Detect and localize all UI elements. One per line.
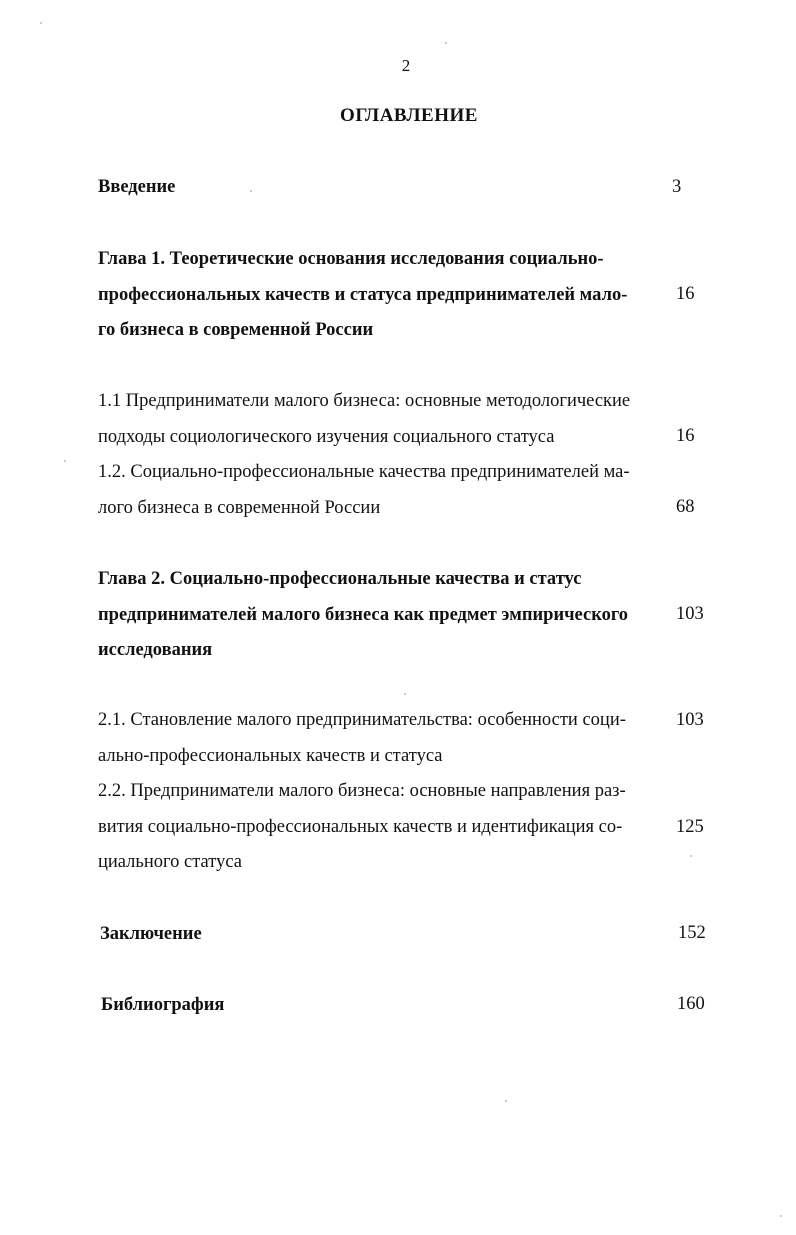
- toc-page-section-1-2: 68: [676, 497, 695, 517]
- scan-speck: [445, 42, 447, 44]
- toc-entry-section-1-1: [98, 384, 658, 455]
- toc-line: 1.1 Предприниматели малого бизнеса: основные методологические: [98, 391, 631, 411]
- toc-line: вития социально-профессиональных качеств и идентификация со-: [98, 816, 623, 837]
- scan-speck: [690, 855, 692, 857]
- toc-line: Глава 1. Теоретические основания исследования социально-: [98, 249, 604, 269]
- toc-entry-section-2-2: [98, 774, 658, 881]
- toc-line: подходы социологического изучения социального статуса: [98, 426, 555, 447]
- toc-line: го бизнеса в современной России: [98, 320, 374, 340]
- toc-line: лого бизнеса в современной России: [98, 497, 381, 518]
- toc-page-section-2-2: 125: [676, 817, 704, 837]
- toc-line: 2.1. Становление малого предпринимательства: особенности соци-: [98, 710, 626, 730]
- page-title: ОГЛАВЛЕНИЕ: [340, 105, 478, 126]
- toc-page-conclusion: 152: [678, 923, 706, 943]
- scan-speck: [780, 1215, 782, 1217]
- toc-line: исследования: [98, 640, 213, 660]
- toc-line: ально-профессиональных качеств и статуса: [98, 745, 443, 766]
- toc-page-chapter-2: 103: [676, 604, 704, 624]
- toc-line: профессиональных качеств и статуса предпринимателей мало-: [98, 284, 628, 305]
- toc-entry-introduction: [98, 170, 658, 206]
- toc-line: 2.2. Предприниматели малого бизнеса: основные направления раз-: [98, 781, 626, 801]
- toc-line: циального статуса: [98, 852, 242, 872]
- toc-line: предпринимателей малого бизнеса как предмет эмпирического: [98, 604, 629, 625]
- toc-page-section-1-1: 16: [676, 426, 695, 446]
- toc-entry-chapter-2: [98, 562, 658, 669]
- scan-speck: [505, 1100, 507, 1102]
- toc-line: 1.2. Социально-профессиональные качества предпринимателей ма-: [98, 462, 630, 482]
- toc-line: Библиография: [101, 995, 225, 1015]
- scan-speck: [64, 460, 66, 462]
- toc-entry-section-2-1: [98, 703, 658, 774]
- scan-speck: [404, 693, 406, 695]
- toc-page-section-2-1: 103: [676, 710, 704, 730]
- toc-line: Заключение: [100, 924, 202, 944]
- toc-page-chapter-1: 16: [676, 284, 695, 304]
- toc-line: Глава 2. Социально-профессиональные качества и статус: [98, 569, 582, 589]
- toc-line: Введение: [98, 177, 176, 197]
- toc-entry-bibliography: [101, 988, 661, 1024]
- toc-page-bibliography: 160: [677, 994, 705, 1014]
- toc-entry-conclusion: [100, 917, 660, 953]
- toc-entry-section-1-2: [98, 455, 658, 526]
- scan-speck: [250, 190, 252, 192]
- scan-speck: [40, 22, 42, 24]
- toc-page-introduction: 3: [672, 177, 682, 197]
- page-number: 2: [401, 56, 411, 75]
- toc-entry-chapter-1: [98, 242, 658, 349]
